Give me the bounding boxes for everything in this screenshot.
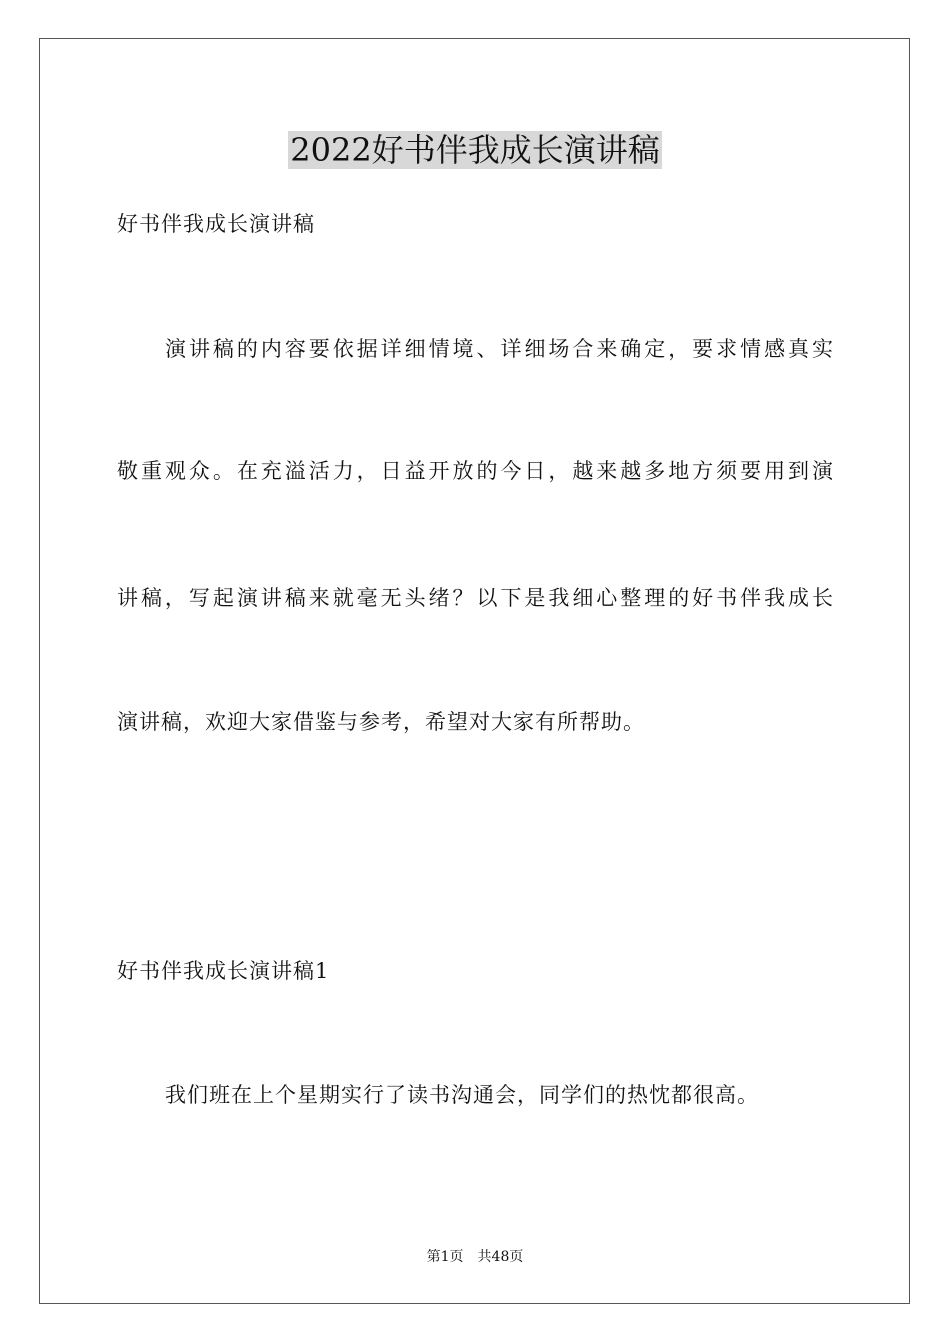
document-subtitle: 好书伴我成长演讲稿 — [117, 212, 315, 236]
page-footer: 第1页 共48页 — [426, 1249, 524, 1265]
intro-paragraph-line-2: 敬重观众。在充溢活力，日益开放的今日，越来越多地方须要用到演 — [117, 459, 833, 483]
section-heading: 好书伴我成长演讲稿1 — [117, 959, 330, 983]
section-paragraph-line-1: 我们班在上个星期实行了读书沟通会，同学们的热忱都很高。 — [165, 1083, 759, 1107]
document-title-text: 2022好书伴我成长演讲稿 — [290, 131, 660, 169]
intro-paragraph-line-1: 演讲稿的内容要依据详细情境、详细场合来确定，要求情感真实 — [165, 337, 833, 361]
document-title — [0, 128, 950, 172]
intro-paragraph-line-4: 演讲稿，欢迎大家借鉴与参考，希望对大家有所帮助。 — [117, 710, 645, 734]
intro-paragraph-line-3: 讲稿，写起演讲稿来就毫无头绪？以下是我细心整理的好书伴我成长 — [117, 586, 833, 610]
